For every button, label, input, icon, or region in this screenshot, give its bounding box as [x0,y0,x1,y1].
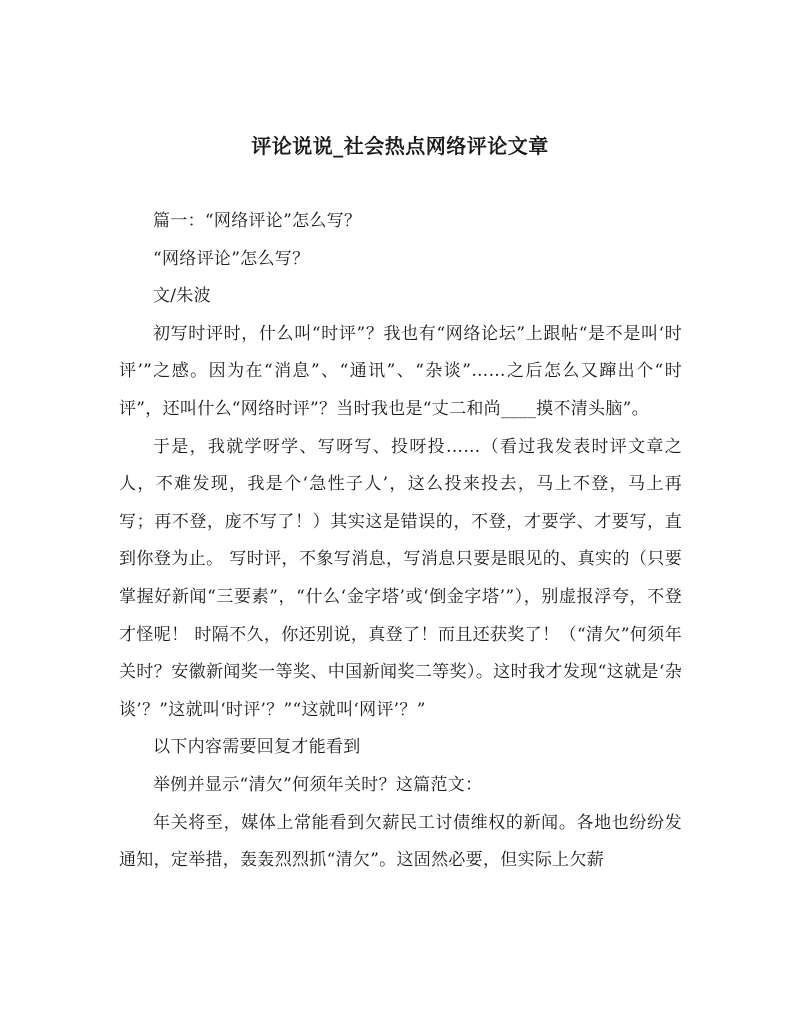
paragraph: 年关将至，媒体上常能看到欠薪民工讨债维权的新闻。各地也纷纷发通知，定举措，轰轰烈烈抓“清欠”。这固然必要，但实际上欠薪 [119,812,682,871]
document-title: 评论说说_社会热点网络评论文章 [251,134,549,158]
paragraph: 初写时评时，什么叫“时评”？我也有“网络论坛”上跟帖“是不是叫‘时评’”之感。因为在“消息”、“通讯”、“杂谈”……之后怎么又蹿出个“时评”，还叫什么“网络时评”？当时我也是“丈二和尚____摸不清头脑”。 [119,323,682,419]
paragraph-example-intro: 举例并显示“清欠”何须年关时？这篇范文： [153,774,483,795]
document-body [119,203,682,880]
paragraph: 于是，我就学呀学、写呀写、投呀投……（看过我发表时评文章之人，不难发现，我是个‘急性子人’，这么投来投去，马上不登，马上再写；再不登，庞不写了！）其实这是错误的，不登，才要学、才要写，直到你登为止。 写时评，不象写消息，写消息只要是眼见的、真实的（只要掌握好新闻“三要素”，“什么‘金字塔’或‘倒金字塔’”），别虚报浮夸，不登才怪呢！ 时隔不久，你还别说，真登了！而且还获奖了！（“清欠”何须年关时？安徽新闻奖一等奖、中国新闻奖二等奖）。这时我才发现“这就是‘杂谈’？”这就叫‘时评’？”“这就叫‘网评’？” [119,436,682,720]
paragraph-article-heading: 篇一：“网络评论”怎么写？ [153,211,362,231]
paragraph-reply-notice: 以下内容需要回复才能看到 [153,737,361,758]
paragraph-author: 文/朱波 [153,286,211,307]
paragraph-subtitle: “网络评论”怎么写？ [153,248,310,269]
